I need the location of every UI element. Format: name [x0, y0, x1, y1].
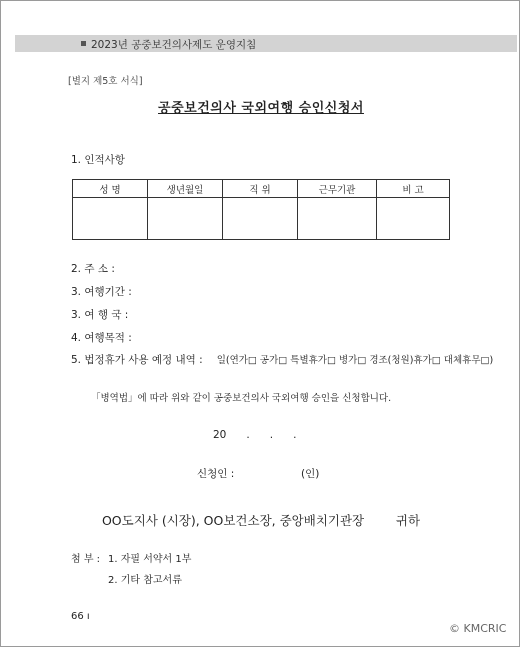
field-label: 3. 여 행 국 : [71, 309, 129, 321]
date-line: 20 . . . [213, 429, 297, 441]
table-row [73, 198, 450, 240]
table-cell [223, 198, 298, 240]
declaration-text: 「병역법」에 따라 위와 같이 공중보건의사 국외여행 승인을 신청합니다. [91, 393, 392, 404]
attachment-item: 1. 자필 서약서 1부 [108, 554, 192, 565]
section-personal-info: 1. 인적사항 [71, 154, 125, 166]
column-header: 비 고 [377, 180, 450, 198]
column-header: 직 위 [223, 180, 298, 198]
recipient-line: OO도지사 (시장), OO보건소장, 중앙배치기관장 귀하 [101, 513, 421, 528]
page-number: 66 ı [71, 611, 90, 622]
column-header: 성 명 [73, 180, 148, 198]
field-travel-period [71, 284, 154, 299]
table-cell [377, 198, 450, 240]
column-header: 생년월일 [148, 180, 223, 198]
field-destination [71, 307, 150, 322]
field-value: 일(연가□ 공가□ 특별휴가□ 병가□ 경조(청원)휴가□ 대체휴무□) [216, 355, 494, 366]
applicant-signature-line: 신청인 : (인) [197, 468, 320, 480]
running-header: 2023년 공중보건의사제도 운영지침 [91, 39, 257, 51]
field-address [71, 261, 137, 276]
table-cell [73, 198, 148, 240]
table-cell [148, 198, 223, 240]
form-title: 공중보건의사 국외여행 승인신청서 [158, 101, 364, 116]
table-header-row [73, 180, 450, 198]
field-label: 4. 여행목적 : [71, 332, 132, 344]
personal-info-table [72, 179, 450, 240]
attachments-label: 첨 부 : [71, 554, 101, 565]
field-leave-plan [71, 352, 493, 367]
watermark: © KMCRIC [449, 622, 507, 635]
form-code: [별지 제5호 서식] [68, 76, 143, 87]
table-cell [298, 198, 377, 240]
column-header: 근무기관 [298, 180, 377, 198]
field-label: 5. 법정휴가 사용 예정 내역 : [71, 354, 203, 366]
header-bullet-icon [81, 41, 86, 46]
field-label: 3. 여행기간 : [71, 286, 132, 298]
field-label: 2. 주 소 : [71, 263, 115, 275]
attachment-item: 2. 기타 참고서류 [108, 575, 182, 586]
field-travel-purpose [71, 330, 154, 345]
